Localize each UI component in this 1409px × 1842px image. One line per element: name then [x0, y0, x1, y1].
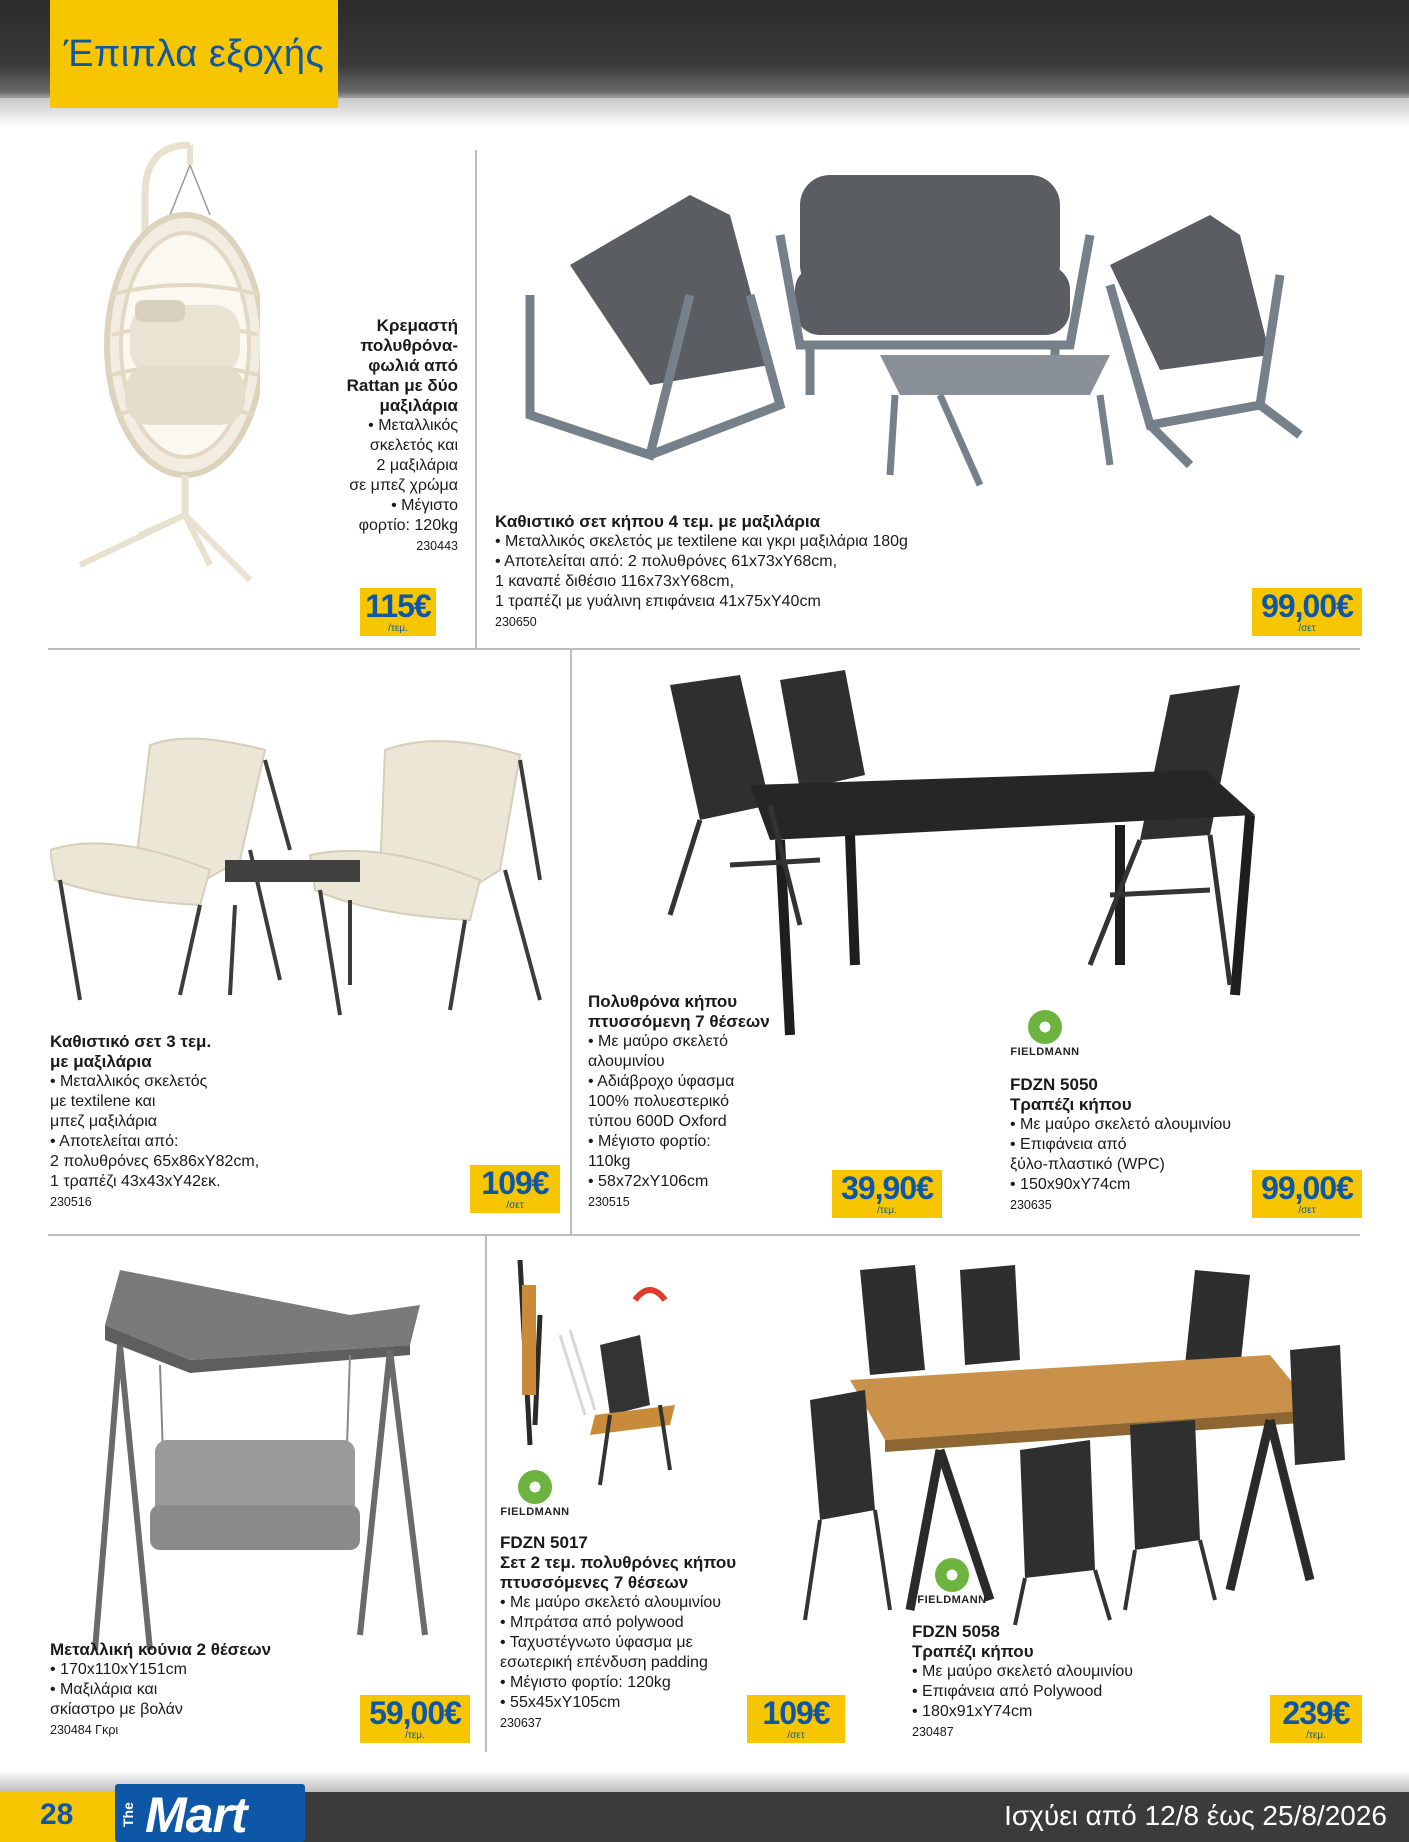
product-code: 230650: [495, 615, 537, 629]
product-spec-line: μπεζ μαξιλάρια: [50, 1113, 157, 1130]
product-spec-line: σε μπεζ χρώμα: [349, 477, 458, 494]
product-name-line: πολυθρόνα-: [360, 336, 458, 355]
price-tag: [360, 1695, 470, 1743]
product-spec-line: • Μεταλλικός σκελετός με textilene και γκρι μαξιλάρια 180g: [495, 533, 908, 550]
product-spec-line: • Μέγιστο: [391, 497, 458, 514]
divider-row1: [48, 648, 1360, 650]
product-spec-line: 110kg: [588, 1153, 631, 1170]
product-table-fdzn5058: [912, 1622, 1242, 1740]
price-unit: /σετ: [1298, 1205, 1316, 1216]
price-unit: /τεμ.: [405, 1730, 425, 1741]
price-amount: 39,90€: [841, 1170, 933, 1206]
product-spec-line: • 58x72xY106cm: [588, 1173, 709, 1190]
offer-validity: Ισχύει από 12/8 έως 25/8/2026: [1004, 1800, 1387, 1831]
price-unit: /τεμ.: [388, 623, 408, 634]
product-name-line: Πολυθρόνα κήπου: [588, 992, 738, 1011]
price-unit: /τεμ.: [1306, 1730, 1326, 1741]
product-spec-line: 1 καναπέ διθέσιο 116x73xY68cm,: [495, 573, 735, 590]
lounge-set-3pc-image: [50, 730, 560, 1020]
product-name-line: Καθιστικό σετ 3 τεμ.: [50, 1032, 212, 1051]
price-amount: 99,00€: [1261, 588, 1353, 624]
product-spec-line: 2 μαξιλάρια: [376, 457, 458, 474]
folding-chairs-and-table-image: [650, 665, 1290, 1045]
product-spec-line: • Μαξιλάρια και: [50, 1681, 158, 1698]
price-tag: [747, 1695, 845, 1743]
product-code: 230515: [588, 1195, 630, 1209]
product-name-line: φωλιά από: [368, 356, 458, 375]
product-name-line: Τραπέζι κήπου: [1010, 1095, 1132, 1114]
page-title: Έπιπλα εξοχής: [63, 32, 325, 75]
product-spec-line: 100% πολυεστερικό: [588, 1093, 729, 1110]
brand-name: FIELDMANN: [1010, 1046, 1080, 1058]
product-code: 230487: [912, 1725, 954, 1739]
brand-name: FIELDMANN: [500, 1506, 570, 1518]
lounge-set-4pc-image: [510, 155, 1350, 495]
product-name-line: FDZN 5017: [500, 1533, 588, 1552]
product-name-line: FDZN 5050: [1010, 1075, 1098, 1094]
price-tag: [1270, 1695, 1362, 1743]
dining-set-fdzn5058-image: [790, 1260, 1350, 1630]
product-swing: [50, 1640, 350, 1738]
fieldmann-logo: [1005, 1010, 1085, 1058]
product-name-line: με μαξιλάρια: [50, 1052, 152, 1071]
hanging-chair-image: [50, 135, 260, 605]
product-spec-line: • Αποτελείται από: 2 πολυθρόνες 61x73xY68cm,: [495, 553, 838, 570]
product-name-line: FDZN 5058: [912, 1622, 1000, 1641]
divider-col-r3a: [485, 1236, 487, 1752]
price-amount: 109€: [762, 1695, 830, 1731]
folding-chair-fdzn5017-image: [500, 1255, 700, 1495]
price-amount: 239€: [1282, 1695, 1350, 1731]
price-tag: [470, 1165, 560, 1213]
swing-image: [90, 1255, 440, 1655]
fieldmann-flower-icon: [1028, 1010, 1062, 1044]
the-mart-logo: [115, 1784, 305, 1842]
product-spec-line: • Ταχυστέγνωτο ύφασμα με: [500, 1634, 693, 1651]
product-folding-chair: [588, 992, 838, 1210]
fieldmann-flower-icon: [935, 1558, 969, 1592]
product-spec-line: φορτίο: 120kg: [358, 517, 458, 534]
product-spec-line: • Μέγιστο φορτίο:: [588, 1133, 711, 1150]
price-unit: /σετ: [506, 1200, 524, 1211]
product-spec-line: ξύλο-πλαστικό (WPC): [1010, 1156, 1165, 1173]
product-lounge-set-3pc: [50, 1032, 350, 1210]
page-number: 28: [40, 1798, 74, 1831]
divider-col-r1: [475, 150, 477, 648]
price-amount: 59,00€: [369, 1695, 461, 1731]
product-spec-line: • 170x110xY151cm: [50, 1661, 187, 1678]
product-name-line: Καθιστικό σετ κήπου 4 τεμ. με μαξιλάρια: [495, 512, 821, 531]
price-unit: /σετ: [1298, 623, 1316, 634]
product-code: 230516: [50, 1195, 92, 1209]
product-spec-line: • 150x90xY74cm: [1010, 1176, 1131, 1193]
product-spec-line: • Μπράτσα από polywood: [500, 1614, 684, 1631]
product-name-line: Κρεμαστή: [376, 316, 458, 335]
price-unit: /τεμ.: [877, 1205, 897, 1216]
price-amount: 115€: [365, 588, 431, 624]
fieldmann-logo: [912, 1558, 992, 1606]
fieldmann-flower-icon: [518, 1470, 552, 1504]
product-spec-line: 2 πολυθρόνες 65x86xY82cm,: [50, 1153, 260, 1170]
product-spec-line: σκελετός και: [369, 437, 458, 454]
fieldmann-logo: [495, 1470, 575, 1518]
product-name-line: Μεταλλική κούνια 2 θέσεων: [50, 1640, 272, 1659]
price-amount: 109€: [481, 1165, 549, 1201]
divider-col-r2a: [570, 650, 572, 1234]
product-spec-line: • Επιφάνεια από Polywood: [912, 1683, 1103, 1700]
product-spec-line: • 55x45xY105cm: [500, 1694, 621, 1711]
divider-row2: [48, 1234, 1360, 1236]
price-amount: 99,00€: [1261, 1170, 1353, 1206]
product-name-line: πτυσσόμενη 7 θέσεων: [588, 1012, 770, 1031]
product-spec-line: εσωτερική επένδυση padding: [500, 1654, 708, 1671]
product-hanging-chair: [262, 316, 458, 554]
price-tag: [1252, 588, 1362, 636]
product-spec-line: • 180x91xY74cm: [912, 1703, 1033, 1720]
logo-the-text: The: [120, 1802, 136, 1827]
price-tag: [832, 1170, 942, 1218]
product-spec-line: • Μέγιστο φορτίο: 120kg: [500, 1674, 671, 1691]
product-spec-line: • Με μαύρο σκελετό αλουμινίου: [1010, 1116, 1232, 1133]
product-spec-line: αλουμινίου: [588, 1053, 665, 1070]
product-spec-line: • Αδιάβροχο ύφασμα: [588, 1073, 735, 1090]
product-spec-line: • Μεταλλικός: [368, 417, 458, 434]
price-tag: [1252, 1170, 1362, 1218]
product-name-line: Τραπέζι κήπου: [912, 1642, 1034, 1661]
product-spec-line: • Επιφάνεια από: [1010, 1136, 1127, 1153]
product-spec-line: • Αποτελείται από:: [50, 1133, 179, 1150]
product-spec-line: 1 τραπέζι 43x43xY42εκ.: [50, 1173, 221, 1190]
product-spec-line: σκίαστρο με βολάν: [50, 1701, 183, 1718]
product-name-line: Σετ 2 τεμ. πολυθρόνες κήπου: [500, 1553, 737, 1572]
product-lounge-set-4pc: [495, 512, 1055, 630]
product-code: 230443: [416, 539, 458, 553]
product-code: 230637: [500, 1716, 542, 1730]
product-spec-line: με textilene και: [50, 1093, 156, 1110]
product-spec-line: τύπου 600D Oxford: [588, 1113, 727, 1130]
price-unit: /σετ: [787, 1730, 805, 1741]
product-spec-line: 1 τραπέζι με γυάλινη επιφάνεια 41x75xY40cm: [495, 593, 821, 610]
product-spec-line: • Με μαύρο σκελετό: [588, 1033, 728, 1050]
product-spec-line: • Μεταλλικός σκελετός: [50, 1073, 208, 1090]
brand-name: FIELDMANN: [917, 1594, 987, 1606]
page-title-box: [50, 0, 338, 108]
logo-mart-text: Mart: [145, 1787, 247, 1842]
price-tag: [360, 588, 436, 636]
product-spec-line: • Με μαύρο σκελετό αλουμινίου: [500, 1594, 722, 1611]
product-spec-line: • Με μαύρο σκελετό αλουμινίου: [912, 1663, 1134, 1680]
product-code: 230635: [1010, 1198, 1052, 1212]
product-name-line: μαξιλάρια: [379, 396, 458, 415]
product-name-line: Rattan με δύο: [346, 376, 458, 395]
product-code: 230484 Γκρι: [50, 1723, 119, 1737]
product-name-line: πτυσσόμενες 7 θέσεων: [500, 1573, 689, 1592]
